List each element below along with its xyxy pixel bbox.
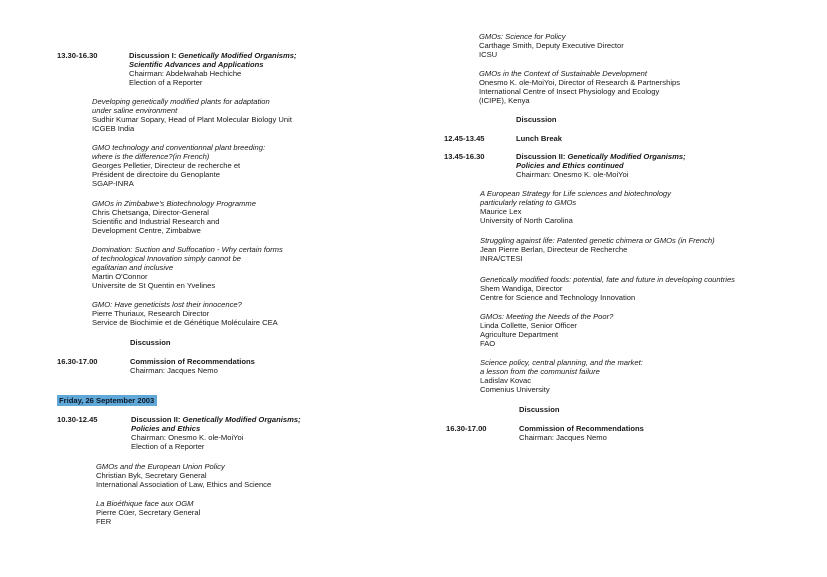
talk-title: GMOs: Science for Policy [479, 32, 566, 41]
talk-title: GMOs and the European Union Policy [96, 462, 225, 471]
session-title: Commission of Recommendations [130, 357, 255, 366]
talk [92, 98, 292, 134]
session-title-prefix: Discussion I: [129, 51, 179, 60]
session-block [129, 52, 297, 88]
speaker: Chris Chetsanga, Director-General [92, 207, 209, 217]
affiliation: Service de Biochimie et de Génétique Moléculaire CEA [92, 317, 278, 327]
session-title-main: Genetically Modified Organisms; [567, 152, 686, 161]
talk-title: Genetically modified foods: potential, fate and future in developing countries [480, 275, 735, 284]
talk-title: GMOs: Meeting the Needs of the Poor? [480, 312, 614, 321]
speaker: Pierre Cüer, Secretary General [96, 507, 201, 517]
session-time: 10.30-12.45 [57, 415, 98, 424]
talk [479, 70, 680, 106]
session-time: 16.30-17.00 [446, 424, 487, 433]
talk-title: GMOs in Zimbabwe's Biotechnology Programme [92, 199, 256, 208]
affiliation: ICGEB India [92, 123, 135, 133]
session-title-sub: Policies and Ethics continued [516, 160, 624, 170]
talk-title: GMO: Have geneticists lost their innocence? [92, 300, 242, 309]
talk-title: A European Strategy for Life sciences and biotechnology [480, 189, 671, 198]
speaker: Christian Byk, Secretary General [96, 470, 207, 480]
session-chair: Chairman: Jacques Nemo [519, 432, 607, 442]
affiliation: Scientific and Industrial Research and [92, 216, 220, 226]
speaker: Jean Pierre Berlan, Directeur de Recherche [480, 244, 628, 254]
talk-title: Science policy, central planning, and the market: [480, 358, 643, 367]
affiliation: (ICIPE), Kenya [479, 95, 530, 105]
talk-title: Developing genetically modified plants for adaptation [92, 97, 270, 106]
session-time: 16.30-17.00 [57, 357, 98, 366]
session-block [131, 416, 301, 452]
session-chair: Chairman: Onesmo K. ole-MoiYoi [131, 432, 244, 442]
talk [480, 359, 643, 395]
talk-title-cont: a lesson from the communist failure [480, 366, 600, 376]
talk-title-cont: egalitarian and inclusive [92, 262, 174, 272]
session-note: Election of a Reporter [131, 441, 205, 451]
session-title-sub: Policies and Ethics [131, 423, 201, 433]
speaker: Martin O'Connor [92, 271, 148, 281]
talk-title: La Bioéthique face aux OGM [96, 499, 194, 508]
talk-title: Struggling against life: Patented genetic chimera or GMOs (in French) [480, 236, 715, 245]
affiliation: International Centre of Insect Physiology and Ecology [479, 86, 660, 96]
affiliation: Universite de St Quentin en Yvelines [92, 280, 216, 290]
talk-title-cont: where is the difference?(in French) [92, 151, 210, 161]
affiliation: Development Centre, Zimbabwe [92, 225, 201, 235]
talk-title-cont: under saline environment [92, 105, 178, 115]
talk [480, 313, 613, 349]
affiliation: FAO [480, 338, 496, 348]
affiliation: SGAP-INRA [92, 178, 134, 188]
affiliation: University of North Carolina [480, 215, 573, 225]
affiliation: FER [96, 516, 112, 526]
session-time: 12.45-13.45 [444, 134, 485, 143]
speaker: Pierre Thuriaux, Research Director [92, 308, 210, 318]
talk-title-cont: of technological Innovation simply cannot be [92, 253, 242, 263]
session-time: 13.45-16.30 [444, 152, 485, 161]
talk [92, 301, 278, 328]
talk-title: GMOs in the Context of Sustainable Development [479, 69, 647, 78]
session-time: 13.30-16.30 [57, 51, 98, 60]
talk [96, 463, 271, 490]
speaker: Carthage Smith, Deputy Executive Director [479, 40, 624, 50]
talk [92, 200, 256, 236]
session-note: Election of a Reporter [129, 77, 203, 87]
talk-title: GMO technology and conventionnal plant breeding: [92, 143, 266, 152]
affiliation: Comenius University [480, 384, 550, 394]
speaker: Ladislav Kovac [480, 375, 532, 385]
affiliation: Agriculture Department [480, 329, 559, 339]
affiliation: Centre for Science and Technology Innovation [480, 292, 636, 302]
session-title: Lunch Break [516, 134, 562, 143]
session-block [516, 153, 686, 180]
discussion-heading: Discussion [130, 338, 171, 347]
affiliation: INRA/CTESI [480, 253, 523, 263]
session-title-prefix: Discussion II: [131, 415, 183, 424]
affiliation: ICSU [479, 49, 498, 59]
session-title-sub: Scientific Advances and Applications [129, 59, 264, 69]
session-chair: Chairman: Onesmo K. ole-MoiYoi [516, 169, 629, 179]
talk-title-cont: particularly relating to GMOs [480, 197, 577, 207]
talk [480, 276, 735, 303]
speaker: Georges Pelletier, Directeur de recherche et [92, 160, 241, 170]
talk [480, 237, 715, 264]
day-heading: Friday, 26 September 2003 [57, 395, 157, 406]
session-chair: Chairman: Jacques Nemo [130, 365, 218, 375]
session-title-main: Genetically Modified Organisms; [182, 415, 301, 424]
speaker: Maurice Lex [480, 206, 522, 216]
session-block [516, 135, 562, 144]
speaker: Sudhir Kumar Sopary, Head of Plant Molecular Biology Unit [92, 114, 292, 124]
speaker: Linda Collette, Senior Officer [480, 320, 577, 330]
session-block [519, 425, 644, 443]
talk [480, 190, 671, 226]
speaker: Shem Wandiga, Director [480, 283, 563, 293]
affiliation: Président de directoire du Genoplante [92, 169, 220, 179]
discussion-heading: Discussion [519, 405, 560, 414]
talk [92, 246, 283, 291]
session-title-main: Genetically Modified Organisms; [178, 51, 297, 60]
speaker: Onesmo K. ole-MoiYoi, Director of Research & Partnerships [479, 77, 681, 87]
session-block [130, 358, 255, 376]
talk [479, 33, 624, 60]
discussion-heading: Discussion [516, 115, 557, 124]
session-title: Commission of Recommendations [519, 424, 644, 433]
talk [96, 500, 200, 527]
affiliation: International Association of Law, Ethics and Science [96, 479, 272, 489]
talk [92, 144, 265, 189]
session-title-prefix: Discussion II: [516, 152, 568, 161]
session-chair: Chairman: Abdelwahab Hechiche [129, 68, 242, 78]
talk-title: Domination: Suction and Suffocation - Why certain forms [92, 245, 283, 254]
